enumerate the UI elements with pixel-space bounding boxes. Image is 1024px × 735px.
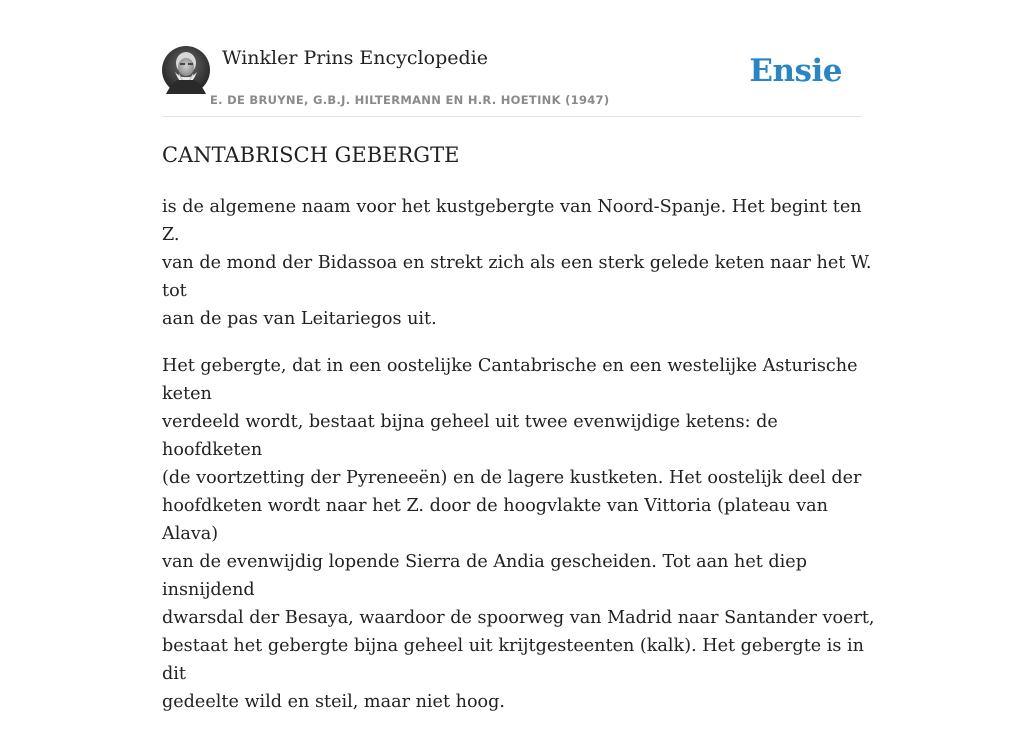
header xyxy=(162,46,862,117)
paragraph-line: gedeelte wild en steil, maar niet hoog. xyxy=(162,692,505,712)
paragraph-line: is de algemene naam voor het kustgebergte van Noord-Spanje. Het begint ten Z. xyxy=(162,197,862,245)
paragraph-2 xyxy=(162,352,882,716)
paragraph-line: hoofdketen wordt naar het Z. door de hoogvlakte van Vittoria (plateau van Alava) xyxy=(162,496,828,544)
paragraph-line: van de mond der Bidassoa en strekt zich als een sterk gelede keten naar het W. tot xyxy=(162,253,872,301)
paragraph-line: bestaat het gebergte bijna geheel uit krijtgesteenten (kalk). Het gebergte is in dit xyxy=(162,636,864,684)
authors-byline: E. DE BRUYNE, G.B.J. HILTERMANN EN H.R. HOETINK (1947) xyxy=(210,93,610,107)
brand-logo[interactable]: Ensie xyxy=(749,53,842,89)
paragraph-1 xyxy=(162,193,882,333)
paragraph-line: van de evenwijdig lopende Sierra de Andia gescheiden. Tot aan het diep insnijdend xyxy=(162,552,807,600)
paragraph-line: (de voortzetting der Pyreneeën) en de lagere kustketen. Het oostelijk deel der xyxy=(162,468,862,488)
paragraph-line: verdeeld wordt, bestaat bijna geheel uit twee evenwijdige ketens: de hoofdketen xyxy=(162,412,778,460)
paragraph-line: aan de pas van Leitariegos uit. xyxy=(162,309,437,329)
portrait-bearded-man-icon[interactable] xyxy=(162,46,210,94)
article-body xyxy=(162,193,882,735)
paragraph-line: Het gebergte, dat in een oostelijke Cantabrische en een westelijke Asturische keten xyxy=(162,356,858,404)
paragraph-line: dwarsdal der Besaya, waardoor de spoorweg van Madrid naar Santander voert, xyxy=(162,608,875,628)
site-title[interactable]: Winkler Prins Encyclopedie xyxy=(222,47,488,69)
article-title: CANTABRISCH GEBERGTE xyxy=(162,143,460,167)
